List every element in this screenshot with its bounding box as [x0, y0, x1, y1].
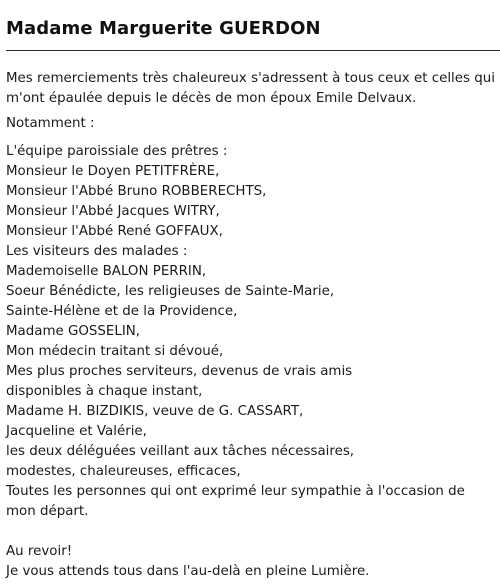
list-item: L'équipe paroissiale des prêtres : — [6, 144, 228, 159]
list-item: Madame GOSSELIN, — [6, 324, 141, 339]
list-item: Les visiteurs des malades : — [6, 244, 188, 259]
closing-paragraph — [6, 542, 500, 582]
list-item: les deux déléguées veillant aux tâches nécessaires, — [6, 444, 355, 459]
notamment-label: Notamment : — [6, 116, 95, 131]
list-item: Sainte-Hélène et de la Providence, — [6, 304, 238, 319]
list-item: Mon médecin traitant si dévoué, — [6, 344, 224, 359]
list-item: Madame H. BIZDIKIS, veuve de G. CASSART, — [6, 404, 304, 419]
intro-line-1: Mes remerciements très chaleureux s'adressent à tous ceux et celles qui — [6, 71, 495, 86]
title-divider — [6, 50, 500, 51]
list-item: Toutes les personnes qui ont exprimé leur sympathie à l'occasion de — [6, 484, 465, 499]
closing-line-2: Je vous attends tous dans l'au-delà en pleine Lumière. — [6, 564, 370, 579]
list-item: Soeur Bénédicte, les religieuses de Sainte-Marie, — [6, 284, 335, 299]
notice-title: Madame Marguerite GUERDON — [6, 18, 321, 39]
intro-paragraph — [6, 69, 500, 109]
list-item: Mes plus proches serviteurs, devenus de vrais amis — [6, 364, 353, 379]
list-item: Monsieur l'Abbé Jacques WITRY, — [6, 204, 220, 219]
list-item: Monsieur l'Abbé Bruno ROBBERECHTS, — [6, 184, 267, 199]
list-item: mon départ. — [6, 504, 89, 519]
thanks-list — [6, 142, 500, 522]
list-item: Monsieur l'Abbé René GOFFAUX, — [6, 224, 223, 239]
list-item: Mademoiselle BALON PERRIN, — [6, 264, 207, 279]
list-item: disponibles à chaque instant, — [6, 384, 203, 399]
closing-line-1: Au revoir! — [6, 544, 73, 559]
list-item: modestes, chaleureuses, efficaces, — [6, 464, 241, 479]
intro-line-2: m'ont épaulée depuis le décès de mon époux Emile Delvaux. — [6, 91, 417, 106]
list-item: Jacqueline et Valérie, — [6, 424, 147, 439]
notice-page — [6, 0, 500, 582]
list-item: Monsieur le Doyen PETITFRÈRE, — [6, 164, 220, 179]
